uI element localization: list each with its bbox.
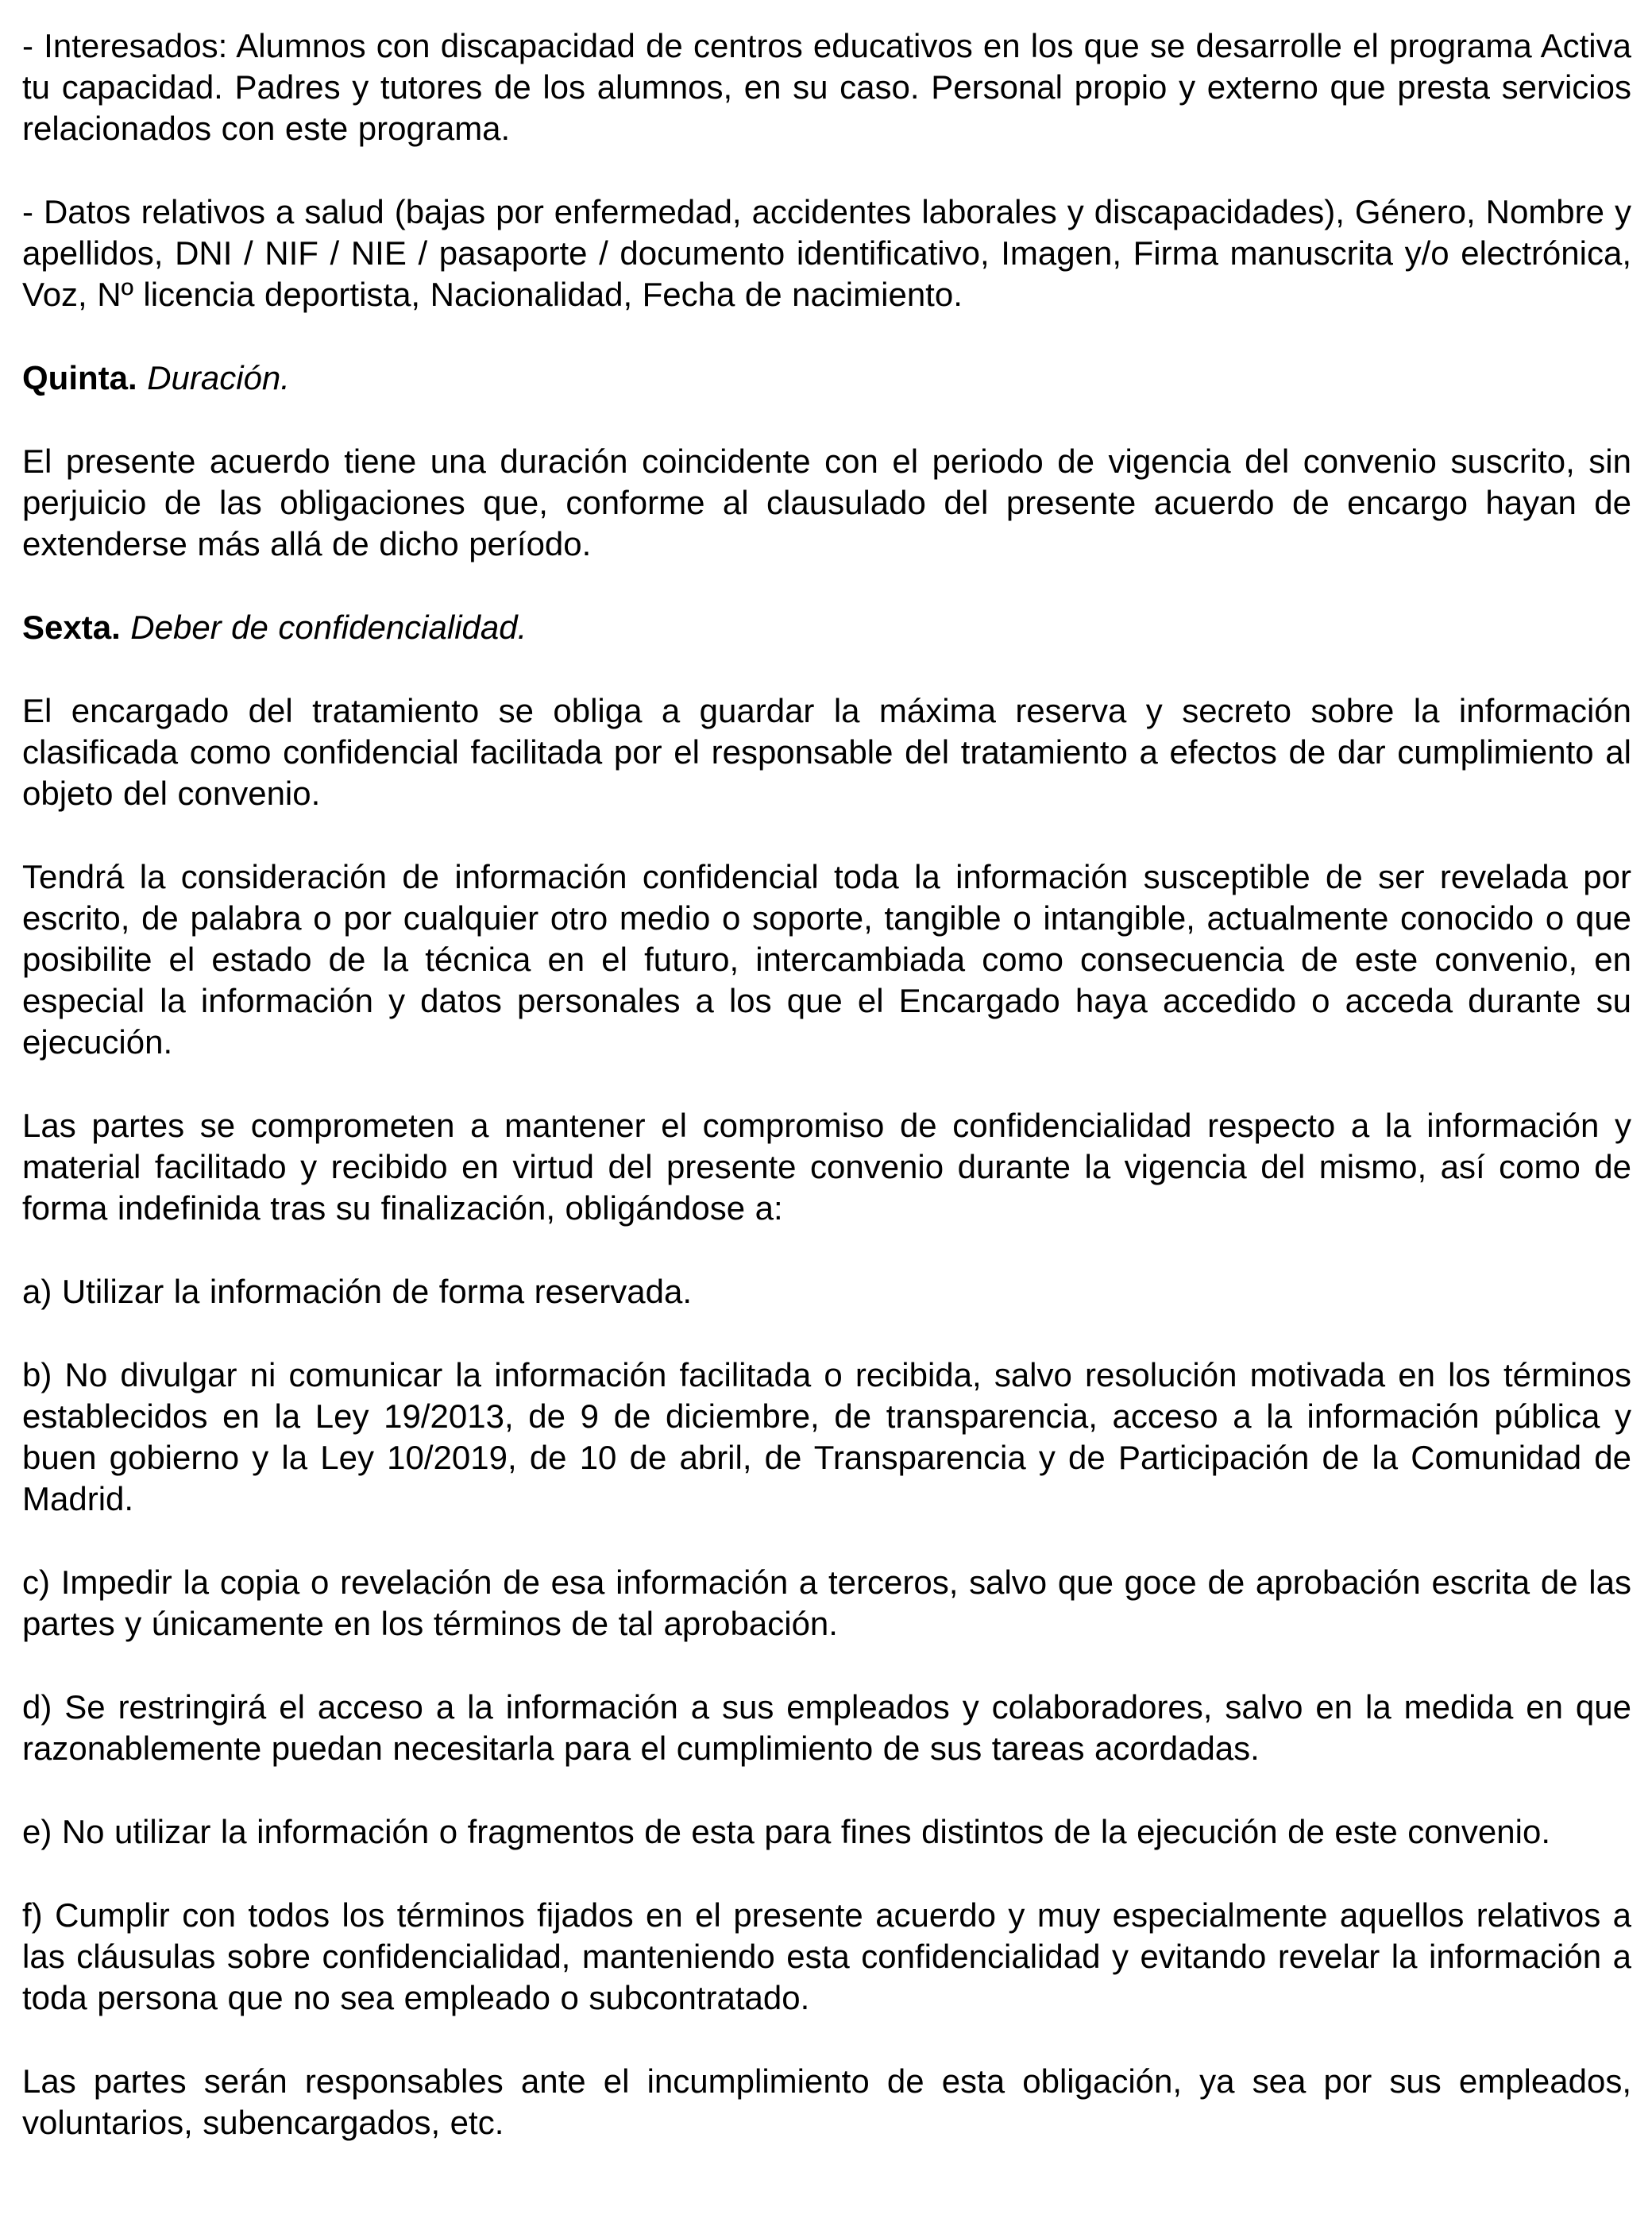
paragraph-consideracion-confidencial: Tendrá la consideración de información confidencial toda la información susceptible de ser revelada por escrito, de palabra o por cualquier otro medio o soporte, tangible o intangible, actualmente conocido o que posibilite el estado de la técnica en el futuro, intercambiada como consecuencia de este convenio, en especial la información y datos personales a los que el Encargado haya accedido o acceda durante su ejecución.	[22, 858, 1631, 1061]
paragraph-duracion-body: El presente acuerdo tiene una duración coincidente con el periodo de vigencia del convenio suscrito, sin perjuicio de las obligaciones que, conforme al clausulado del presente acuerdo de encargo hayan de extenderse más allá de dicho período.	[22, 443, 1631, 562]
list-item-d: d) Se restringirá el acceso a la información a sus empleados y colaboradores, salvo en la medida en que razonablemente puedan necesitarla para el cumplimiento de sus tareas acordadas.	[22, 1688, 1631, 1767]
clause-number: Quinta.	[22, 359, 137, 396]
paragraph-encargado-tratamiento: El encargado del tratamiento se obliga a guardar la máxima reserva y secreto sobre la información clasificada como confidencial facilitada por el responsable del tratamiento a efectos de dar cumplimiento al objeto del convenio.	[22, 692, 1631, 812]
list-item-b: b) No divulgar ni comunicar la información facilitada o recibida, salvo resolución motivada en los términos establecidos en la Ley 19/2013, de 9 de diciembre, de transparencia, acceso a la información pública y buen gobierno y la Ley 10/2019, de 10 de abril, de Transparencia y de Participación de la Comunidad de Madrid.	[22, 1356, 1631, 1517]
clause-heading-quinta	[22, 358, 1631, 399]
clause-number: Sexta.	[22, 609, 121, 646]
list-item-f: f) Cumplir con todos los términos fijados en el presente acuerdo y muy especialmente aquellos relativos a las cláusulas sobre confidencialidad, manteniendo esta confidencialidad y evitando revelar la información a toda persona que no sea empleado o subcontratado.	[22, 1896, 1631, 2016]
paragraph-interesados: - Interesados: Alumnos con discapacidad de centros educativos en los que se desarrolle el programa Activa tu capacidad. Padres y tutores de los alumnos, en su caso. Personal propio y externo que presta servicios relacionados con este programa.	[22, 27, 1631, 147]
clause-title: Duración.	[147, 359, 290, 396]
clause-heading-sexta	[22, 607, 1631, 648]
paragraph-datos-relativos: - Datos relativos a salud (bajas por enfermedad, accidentes laborales y discapacidades), Género, Nombre y apellidos, DNI / NIF / NIE / pasaporte / documento identificativo, Imagen, Firma manuscrita y/o electrónica, Voz, Nº licencia deportista, Nacionalidad, Fecha de nacimiento.	[22, 193, 1631, 313]
list-item-e: e) No utilizar la información o fragmentos de esta para fines distintos de la ejecución de este convenio.	[22, 1813, 1551, 1850]
clause-title: Deber de confidencialidad.	[130, 609, 527, 646]
paragraph-responsables-incumplimiento: Las partes serán responsables ante el incumplimiento de esta obligación, ya sea por sus empleados, voluntarios, subencargados, etc.	[22, 2062, 1631, 2141]
list-item-a: a) Utilizar la información de forma reservada.	[22, 1273, 693, 1310]
list-item-c: c) Impedir la copia o revelación de esa información a terceros, salvo que goce de aprobación escrita de las partes y únicamente en los términos de tal aprobación.	[22, 1563, 1631, 1642]
paragraph-compromiso-confidencialidad: Las partes se comprometen a mantener el compromiso de confidencialidad respecto a la información y material facilitado y recibido en virtud del presente convenio durante la vigencia del mismo, así como de forma indefinida tras su finalización, obligándose a:	[22, 1107, 1631, 1227]
